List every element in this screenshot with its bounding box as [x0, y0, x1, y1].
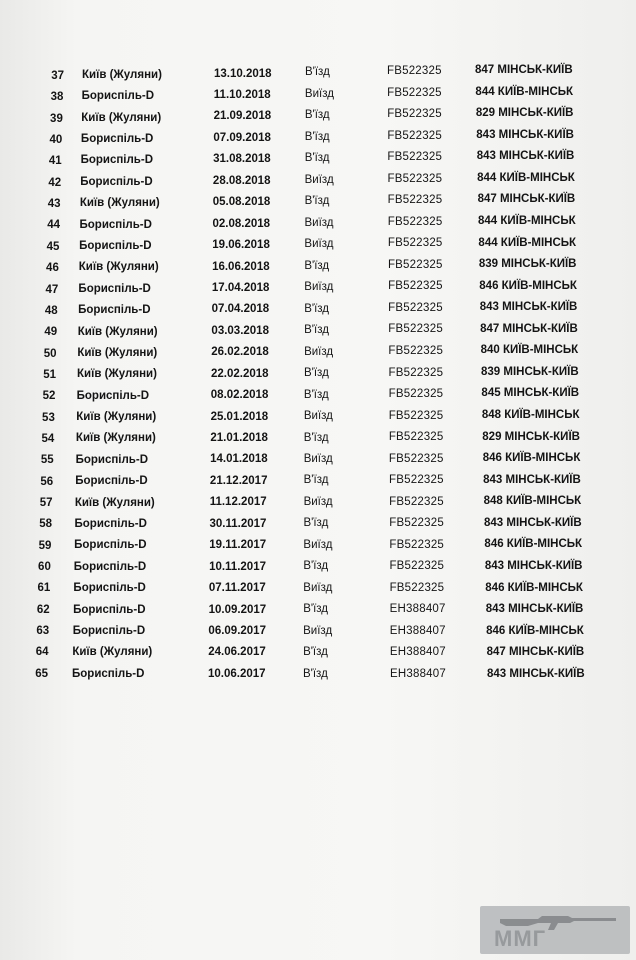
- crossing-date: 07.11.2017: [208, 582, 266, 595]
- flight-route: 847 МІНСЬК-КИЇВ: [486, 646, 585, 659]
- document-number: FB522325: [389, 474, 444, 487]
- flight-route: 843 МІНСЬК-КИЇВ: [483, 473, 581, 486]
- table-row: [0, 515, 636, 533]
- crossing-direction: Виїзд: [304, 238, 334, 251]
- crossing-direction: В'їзд: [304, 130, 330, 143]
- document-number: EH388407: [389, 603, 446, 616]
- crossing-date: 03.03.2018: [211, 324, 269, 337]
- crossing-date: 10.11.2017: [209, 560, 266, 573]
- document-number: FB522325: [389, 495, 444, 508]
- flight-route: 847 МІНСЬК-КИЇВ: [477, 193, 576, 206]
- crossing-date: 14.01.2018: [210, 453, 268, 466]
- crossing-direction: В'їзд: [304, 195, 330, 208]
- border-point: Київ (Жуляни): [77, 346, 158, 359]
- flight-route: 843 МІНСЬК-КИЇВ: [487, 667, 585, 680]
- crossing-date: 19.06.2018: [212, 239, 270, 252]
- row-number: 46: [46, 262, 59, 275]
- table-row: [0, 579, 636, 597]
- table-row: [0, 473, 636, 491]
- row-number: 55: [40, 454, 54, 467]
- table-row: [0, 238, 636, 256]
- row-number: 51: [43, 368, 56, 381]
- document-number: FB522325: [388, 323, 443, 336]
- document-number: FB522325: [387, 194, 443, 207]
- table-row: [0, 643, 636, 661]
- border-point: Київ (Жуляни): [81, 111, 162, 124]
- crossing-date: 17.04.2018: [211, 281, 270, 294]
- document-number: FB522325: [388, 366, 444, 379]
- crossing-direction: В'їзд: [304, 109, 330, 122]
- table-row: [0, 171, 636, 192]
- flight-route: 846 КИЇВ-МІНСЬК: [484, 538, 583, 551]
- row-number: 41: [48, 155, 62, 168]
- flight-route: 843 МІНСЬК-КИЇВ: [476, 150, 575, 163]
- crossing-direction: В'їзд: [303, 517, 329, 530]
- crossing-date: 24.06.2017: [208, 646, 266, 659]
- row-number: 40: [49, 134, 63, 147]
- flight-route: 848 КИЇВ-МІНСЬК: [481, 409, 580, 422]
- border-point: Бориспіль-D: [72, 667, 145, 680]
- flight-route: 846 КИЇВ-МІНСЬК: [486, 624, 584, 637]
- crossing-direction: В'їзд: [304, 152, 330, 165]
- crossing-date: 31.08.2018: [213, 153, 271, 166]
- flight-route: 843 МІНСЬК-КИЇВ: [476, 128, 574, 141]
- crossing-direction: В'їзд: [304, 324, 329, 337]
- crossing-direction: В'їзд: [303, 474, 329, 487]
- flight-route: 845 МІНСЬК-КИЇВ: [481, 387, 580, 400]
- table-row: [0, 366, 636, 384]
- table-row: [0, 537, 636, 555]
- border-point: Київ (Жуляни): [82, 68, 162, 81]
- crossing-date: 26.02.2018: [211, 346, 269, 359]
- flight-route: 844 КИЇВ-МІНСЬК: [477, 171, 575, 184]
- border-point: Бориспіль-D: [76, 389, 150, 402]
- crossing-date: 10.06.2017: [208, 667, 266, 680]
- crossing-direction: Виїзд: [303, 495, 333, 508]
- crossing-direction: В'їзд: [304, 259, 330, 272]
- table-row: [0, 387, 636, 405]
- crossing-date: 06.09.2017: [208, 624, 266, 637]
- flight-route: 844 КИЇВ-МІНСЬК: [478, 236, 577, 249]
- border-point: Бориспіль-D: [74, 518, 147, 531]
- document-number: FB522325: [388, 388, 444, 401]
- flight-route: 846 КИЇВ-МІНСЬК: [485, 581, 583, 594]
- border-point: Бориспіль-D: [73, 560, 147, 573]
- border-point: Київ (Жуляни): [77, 325, 158, 338]
- border-point: Бориспіль-D: [80, 154, 153, 167]
- table-row: [0, 323, 636, 341]
- border-point: Бориспіль-D: [81, 90, 155, 103]
- border-point: Бориспіль-D: [74, 539, 147, 552]
- crossing-date: 22.02.2018: [211, 367, 269, 380]
- document-number: FB522325: [387, 215, 443, 228]
- crossing-direction: Виїзд: [303, 538, 333, 551]
- watermark-text: ММГ: [494, 926, 547, 951]
- document-number: EH388407: [390, 667, 446, 680]
- row-number: 43: [47, 198, 61, 211]
- border-point: Київ (Жуляни): [74, 496, 155, 509]
- table-row: [0, 281, 636, 299]
- border-point: Київ (Жуляни): [72, 646, 153, 659]
- border-point: Бориспіль-D: [73, 603, 146, 616]
- row-number: 53: [42, 411, 55, 424]
- crossing-direction: Виїзд: [303, 410, 333, 423]
- table-row: [0, 665, 636, 683]
- document-number: FB522325: [389, 538, 445, 551]
- document-number: FB522325: [388, 344, 444, 357]
- row-number: 42: [48, 176, 62, 189]
- border-point: Бориспіль-D: [75, 453, 148, 466]
- border-point: Бориспіль-D: [73, 582, 146, 595]
- border-point: Бориспіль-D: [79, 218, 152, 231]
- flight-route: 839 МІНСЬК-КИЇВ: [478, 258, 577, 271]
- crossing-date: 07.04.2018: [211, 303, 270, 316]
- table-row: [0, 302, 636, 320]
- crossing-direction: Виїзд: [304, 173, 334, 186]
- row-number: 52: [42, 390, 56, 403]
- border-point: Київ (Жуляни): [75, 432, 156, 445]
- row-number: 56: [40, 475, 54, 488]
- border-point: Київ (Жуляни): [78, 261, 159, 274]
- document-number: FB522325: [387, 258, 443, 271]
- table-row: [0, 558, 636, 576]
- watermark: [480, 906, 630, 954]
- crossing-date: 25.01.2018: [210, 410, 269, 423]
- table-row: [0, 409, 636, 427]
- row-number: 49: [44, 326, 58, 339]
- crossing-direction: В'їзд: [303, 646, 328, 659]
- crossing-direction: В'їзд: [305, 66, 330, 79]
- border-point: Бориспіль-D: [72, 625, 146, 638]
- crossing-direction: В'їзд: [303, 667, 328, 680]
- crossing-date: 11.12.2017: [209, 496, 267, 509]
- flight-route: 839 МІНСЬК-КИЇВ: [481, 365, 579, 378]
- document-number: EH388407: [389, 646, 446, 659]
- document-number: FB522325: [387, 151, 443, 164]
- crossing-date: 05.08.2018: [212, 196, 271, 209]
- table-row: [0, 622, 636, 640]
- flight-route: 843 МІНСЬК-КИЇВ: [479, 301, 578, 314]
- row-number: 57: [39, 497, 53, 509]
- row-number: 44: [47, 219, 60, 232]
- row-number: 64: [35, 646, 49, 659]
- flight-route: 847 МІНСЬК-КИЇВ: [480, 322, 578, 335]
- border-point: Київ (Жуляни): [79, 197, 160, 210]
- row-number: 45: [46, 240, 60, 253]
- row-number: 59: [38, 539, 52, 552]
- row-number: 54: [41, 432, 55, 445]
- crossing-direction: Виїзд: [303, 453, 333, 466]
- crossing-date: 02.08.2018: [212, 217, 271, 230]
- document-number: FB522325: [389, 581, 445, 594]
- crossing-direction: В'їзд: [304, 367, 329, 380]
- crossing-date: 28.08.2018: [212, 174, 271, 187]
- table-row: [0, 259, 636, 277]
- crossing-date: 21.12.2017: [209, 474, 268, 487]
- crossing-direction: В'їзд: [303, 560, 329, 573]
- document-number: EH388407: [389, 624, 446, 637]
- row-number: 62: [36, 603, 50, 616]
- document-number: FB522325: [388, 409, 444, 422]
- border-point: Бориспіль-D: [79, 239, 152, 252]
- document-number: FB522325: [389, 560, 445, 573]
- flight-route: 840 КИЇВ-МІНСЬК: [480, 344, 579, 357]
- crossing-direction: Виїзд: [304, 281, 334, 294]
- crossing-date: 30.11.2017: [209, 517, 267, 530]
- crossing-date: 11.10.2018: [213, 89, 271, 102]
- row-number: 58: [39, 518, 52, 531]
- crossing-direction: Виїзд: [303, 581, 333, 594]
- border-point: Київ (Жуляни): [77, 368, 157, 381]
- crossing-date: 10.09.2017: [208, 603, 267, 616]
- flight-route: 846 КИЇВ-МІНСЬК: [479, 279, 577, 292]
- document-number: FB522325: [387, 237, 443, 250]
- crossing-date: 07.09.2018: [213, 131, 271, 144]
- table-row: [0, 601, 636, 619]
- flight-route: 844 КИЇВ-МІНСЬК: [478, 214, 576, 227]
- crossing-direction: Виїзд: [303, 624, 333, 637]
- table-row: [0, 494, 636, 512]
- table-row: [0, 216, 636, 234]
- row-number: 39: [50, 112, 63, 125]
- flight-route: 843 МІНСЬК-КИЇВ: [485, 603, 584, 616]
- table-row: [0, 451, 636, 469]
- crossing-direction: В'їзд: [303, 431, 329, 444]
- flight-route: 843 МІНСЬК-КИЇВ: [484, 516, 582, 529]
- flight-route: 846 КИЇВ-МІНСЬК: [482, 452, 581, 465]
- flight-route: 848 КИЇВ-МІНСЬК: [483, 495, 582, 508]
- row-number: 47: [45, 283, 59, 296]
- document-number: FB522325: [387, 86, 442, 99]
- document-number: FB522325: [388, 280, 443, 293]
- crossing-direction: В'їзд: [303, 388, 329, 401]
- document-number: FB522325: [387, 172, 443, 185]
- crossing-date: 21.01.2018: [210, 432, 268, 444]
- crossing-direction: Виїзд: [304, 216, 334, 229]
- crossing-date: 19.11.2017: [209, 539, 267, 552]
- border-point: Бориспіль-D: [78, 304, 151, 317]
- crossing-direction: В'їзд: [303, 603, 328, 616]
- table-row: [0, 152, 636, 170]
- crossing-date: 21.09.2018: [213, 110, 272, 123]
- crossing-direction: В'їзд: [304, 302, 329, 315]
- document-number: FB522325: [389, 517, 444, 530]
- crossing-direction: Виїзд: [304, 345, 334, 358]
- border-point: Бориспіль-D: [80, 175, 153, 188]
- row-number: 38: [50, 91, 64, 104]
- crossing-direction: Виїзд: [304, 87, 334, 100]
- document-number: FB522325: [387, 129, 442, 142]
- crossing-date: 13.10.2018: [214, 67, 272, 80]
- border-point: Київ (Жуляни): [76, 411, 157, 424]
- row-number: 63: [36, 625, 50, 638]
- document-number: FB522325: [388, 301, 443, 314]
- border-point: Бориспіль-D: [78, 282, 151, 295]
- table-row: [0, 195, 636, 213]
- row-number: 48: [44, 304, 58, 317]
- row-number: 37: [51, 70, 64, 82]
- table-row: [0, 430, 636, 448]
- row-number: 61: [37, 582, 51, 595]
- flight-route: 829 МІНСЬК-КИЇВ: [475, 107, 574, 120]
- document-number: FB522325: [388, 431, 444, 444]
- flight-route: 843 МІНСЬК-КИЇВ: [484, 559, 583, 572]
- row-number: 65: [35, 667, 48, 680]
- document-number: FB522325: [387, 65, 442, 78]
- border-point: Бориспіль-D: [75, 475, 148, 488]
- flight-route: 829 МІНСЬК-КИЇВ: [482, 430, 580, 443]
- border-point: Бориспіль-D: [80, 132, 154, 145]
- row-number: 60: [38, 561, 51, 574]
- document-number: FB522325: [388, 452, 444, 465]
- table-row: [0, 345, 636, 363]
- crossing-date: 16.06.2018: [212, 260, 270, 273]
- document-number: FB522325: [387, 108, 442, 121]
- flight-route: 844 КИЇВ-МІНСЬК: [475, 85, 574, 98]
- crossing-date: 08.02.2018: [210, 389, 269, 402]
- row-number: 50: [43, 347, 57, 360]
- flight-route: 847 МІНСЬК-КИЇВ: [475, 64, 573, 76]
